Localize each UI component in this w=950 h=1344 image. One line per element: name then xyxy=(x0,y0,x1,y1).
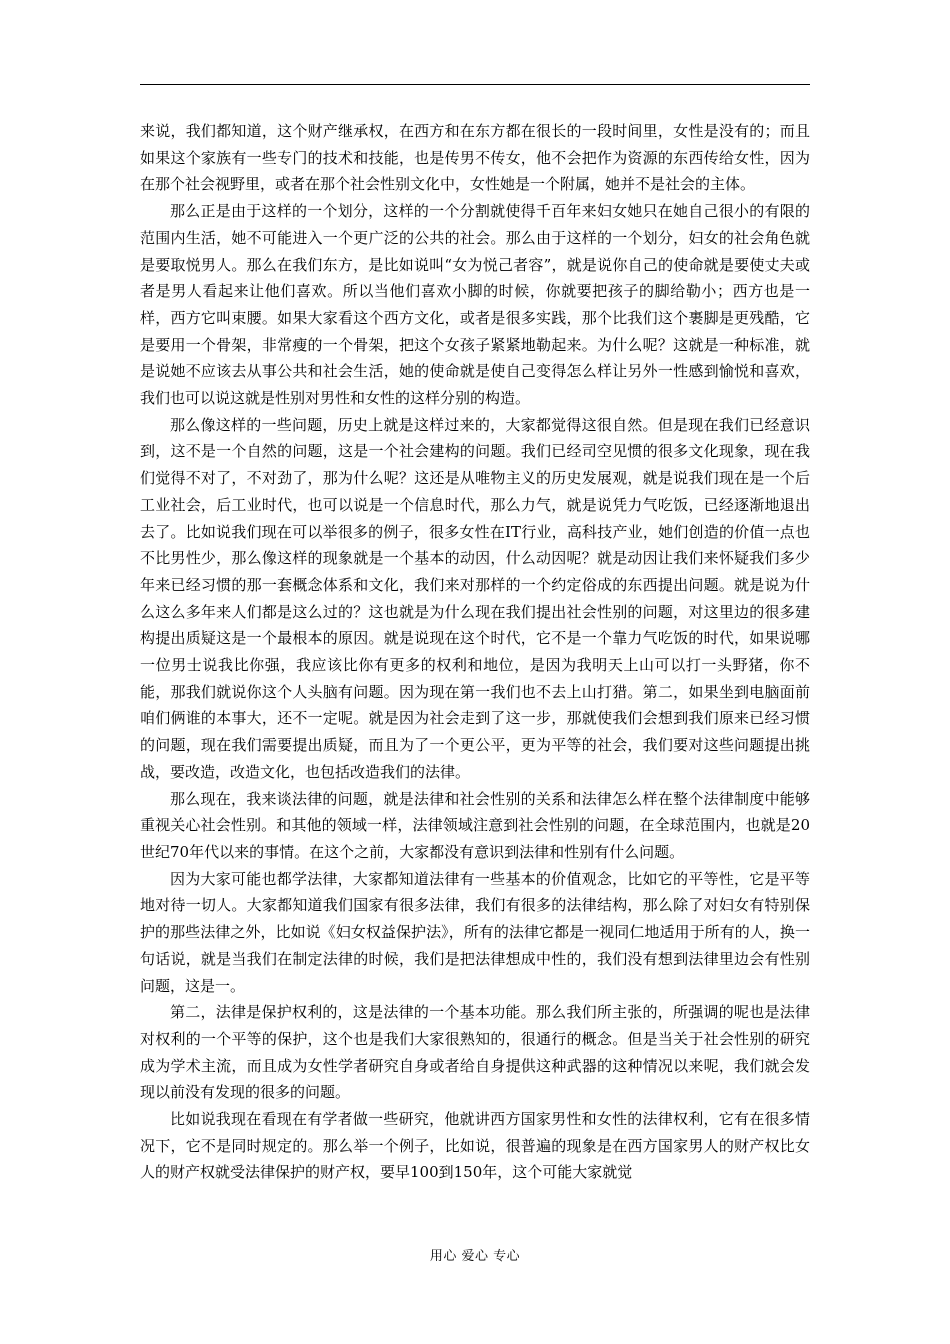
paragraph: 第二，法律是保护权利的，这是法律的一个基本功能。那么我们所主张的，所强调的呢也是法律对权利的一个平等的保护，这个也是我们大家很熟知的，很通行的概念。但是当关于社会性别的研究成为学术主流，而且成为女性学者研究自身或者给自身提供这种武器的这种情况以来呢，我们就会发现以前没有发现的很多的问题。 xyxy=(140,1003,810,1102)
paragraph: 因为大家可能也都学法律，大家都知道法律有一些基本的价值观念，比如它的平等性，它是平等地对待一切人。大家都知道我们国家有很多法律，我们有很多的法律结构，那么除了对妇女有特别保护的那些法律之外，比如说《妇女权益保护法》，所有的法律它都是一视同仁地适用于所有的人，换一句话说，就是当我们在制定法律的时候，我们是把法律想成中性的，我们没有想到法律里边会有性别问题，这是一。 xyxy=(140,869,810,995)
paragraph: 那么现在，我来谈法律的问题，就是法律和社会性别的关系和法律怎么样在整个法律制度中能够重视关心社会性别。和其他的领域一样，法律领域注意到社会性别的问题，在全球范围内，也就是20世纪70年代以来的事情。在这个之前，大家都没有意识到法律和性别有什么问题。 xyxy=(140,789,810,861)
page-footer: 用心 爱心 专心 xyxy=(429,1249,521,1264)
header-rule xyxy=(140,84,810,85)
paragraph: 那么正是由于这样的一个划分，这样的一个分割就使得千百年来妇女她只在她自己很小的有限的范围内生活，她不可能进入一个更广泛的公共的社会。那么由于这样的一个划分，妇女的社会角色就是要取悦男人。那么在我们东方，是比如说叫“女为悦己者容”，就是说你自己的使命就是要使丈夫或者是男人看起来让他们喜欢。所以当他们喜欢小脚的时候，你就要把孩子的脚给勒小；西方也是一样，西方它叫束腰。如果大家看这个西方文化，或者是很多实践，那个比我们这个裹脚是更残酷，它是要用一个骨架，非常瘦的一个骨架，把这个女孩子紧紧地勒起来。为什么呢？这就是一种标准，就是说她不应该去从事公共和社会生活，她的使命就是使自己变得怎么样让另外一性感到愉悦和喜欢，我们也可以说这就是性别对男性和女性的这样分别的构造。 xyxy=(140,202,810,408)
paragraph: 那么像这样的一些问题，历史上就是这样过来的，大家都觉得这很自然。但是现在我们已经意识到，这不是一个自然的问题，这是一个社会建构的问题。我们已经司空见惯的很多文化现象，现在我们觉得不对了，不对劲了，那为什么呢？这还是从唯物主义的历史发展观，就是说我们现在是一个后工业社会，后工业时代，也可以说是一个信息时代，那么力气，就是说凭力气吃饭，已经逐渐地退出去了。比如说我们现在可以举很多的例子，很多女性在IT行业，高科技产业，她们创造的价值一点也不比男性少，那么像这样的现象就是一个基本的动因，什么动因呢？就是动因让我们来怀疑我们多少年来已经习惯的那一套概念体系和文化，我们来对那样的一个约定俗成的东西提出问题。就是说为什么这么多年来人们都是这么过的？这也就是为什么现在我们提出社会性别的问题，对这里边的很多建构提出质疑这是一个最根本的原因。就是说现在这个时代，它不是一个靠力气吃饭的时代，如果说哪一位男士说我比你强，我应该比你有更多的权利和地位，是因为我明天上山可以打一头野猪，你不能，那我们就说你这个人头脑有问题。因为现在第一我们也不去上山打猎。第二，如果坐到电脑面前咱们俩谁的本事大，还不一定呢。就是因为社会走到了这一步，那就使我们会想到我们原来已经习惯的问题，现在我们需要提出质疑，而且为了一个更公平，更为平等的社会，我们要对这些问题提出挑战，要改造，改造文化，也包括改造我们的法律。 xyxy=(140,415,810,781)
paragraph-continued: 来说，我们都知道，这个财产继承权，在西方和在东方都在很长的一段时间里，女性是没有的；而且如果这个家族有一些专门的技术和技能，也是传男不传女，他不会把作为资源的东西传给女性，因为在那个社会视野里，或者在那个社会性别文化中，女性她是一个附属，她并不是社会的主体。 xyxy=(140,122,810,194)
paragraph: 比如说我现在看现在有学者做一些研究，他就讲西方国家男性和女性的法律权利，它有在很多情况下，它不是同时规定的。那么举一个例子，比如说，很普遍的现象是在西方国家男人的财产权比女人的财产权就受法律保护的财产权，要早100到150年，这个可能大家就觉 xyxy=(140,1110,810,1182)
document-body xyxy=(140,118,810,1186)
